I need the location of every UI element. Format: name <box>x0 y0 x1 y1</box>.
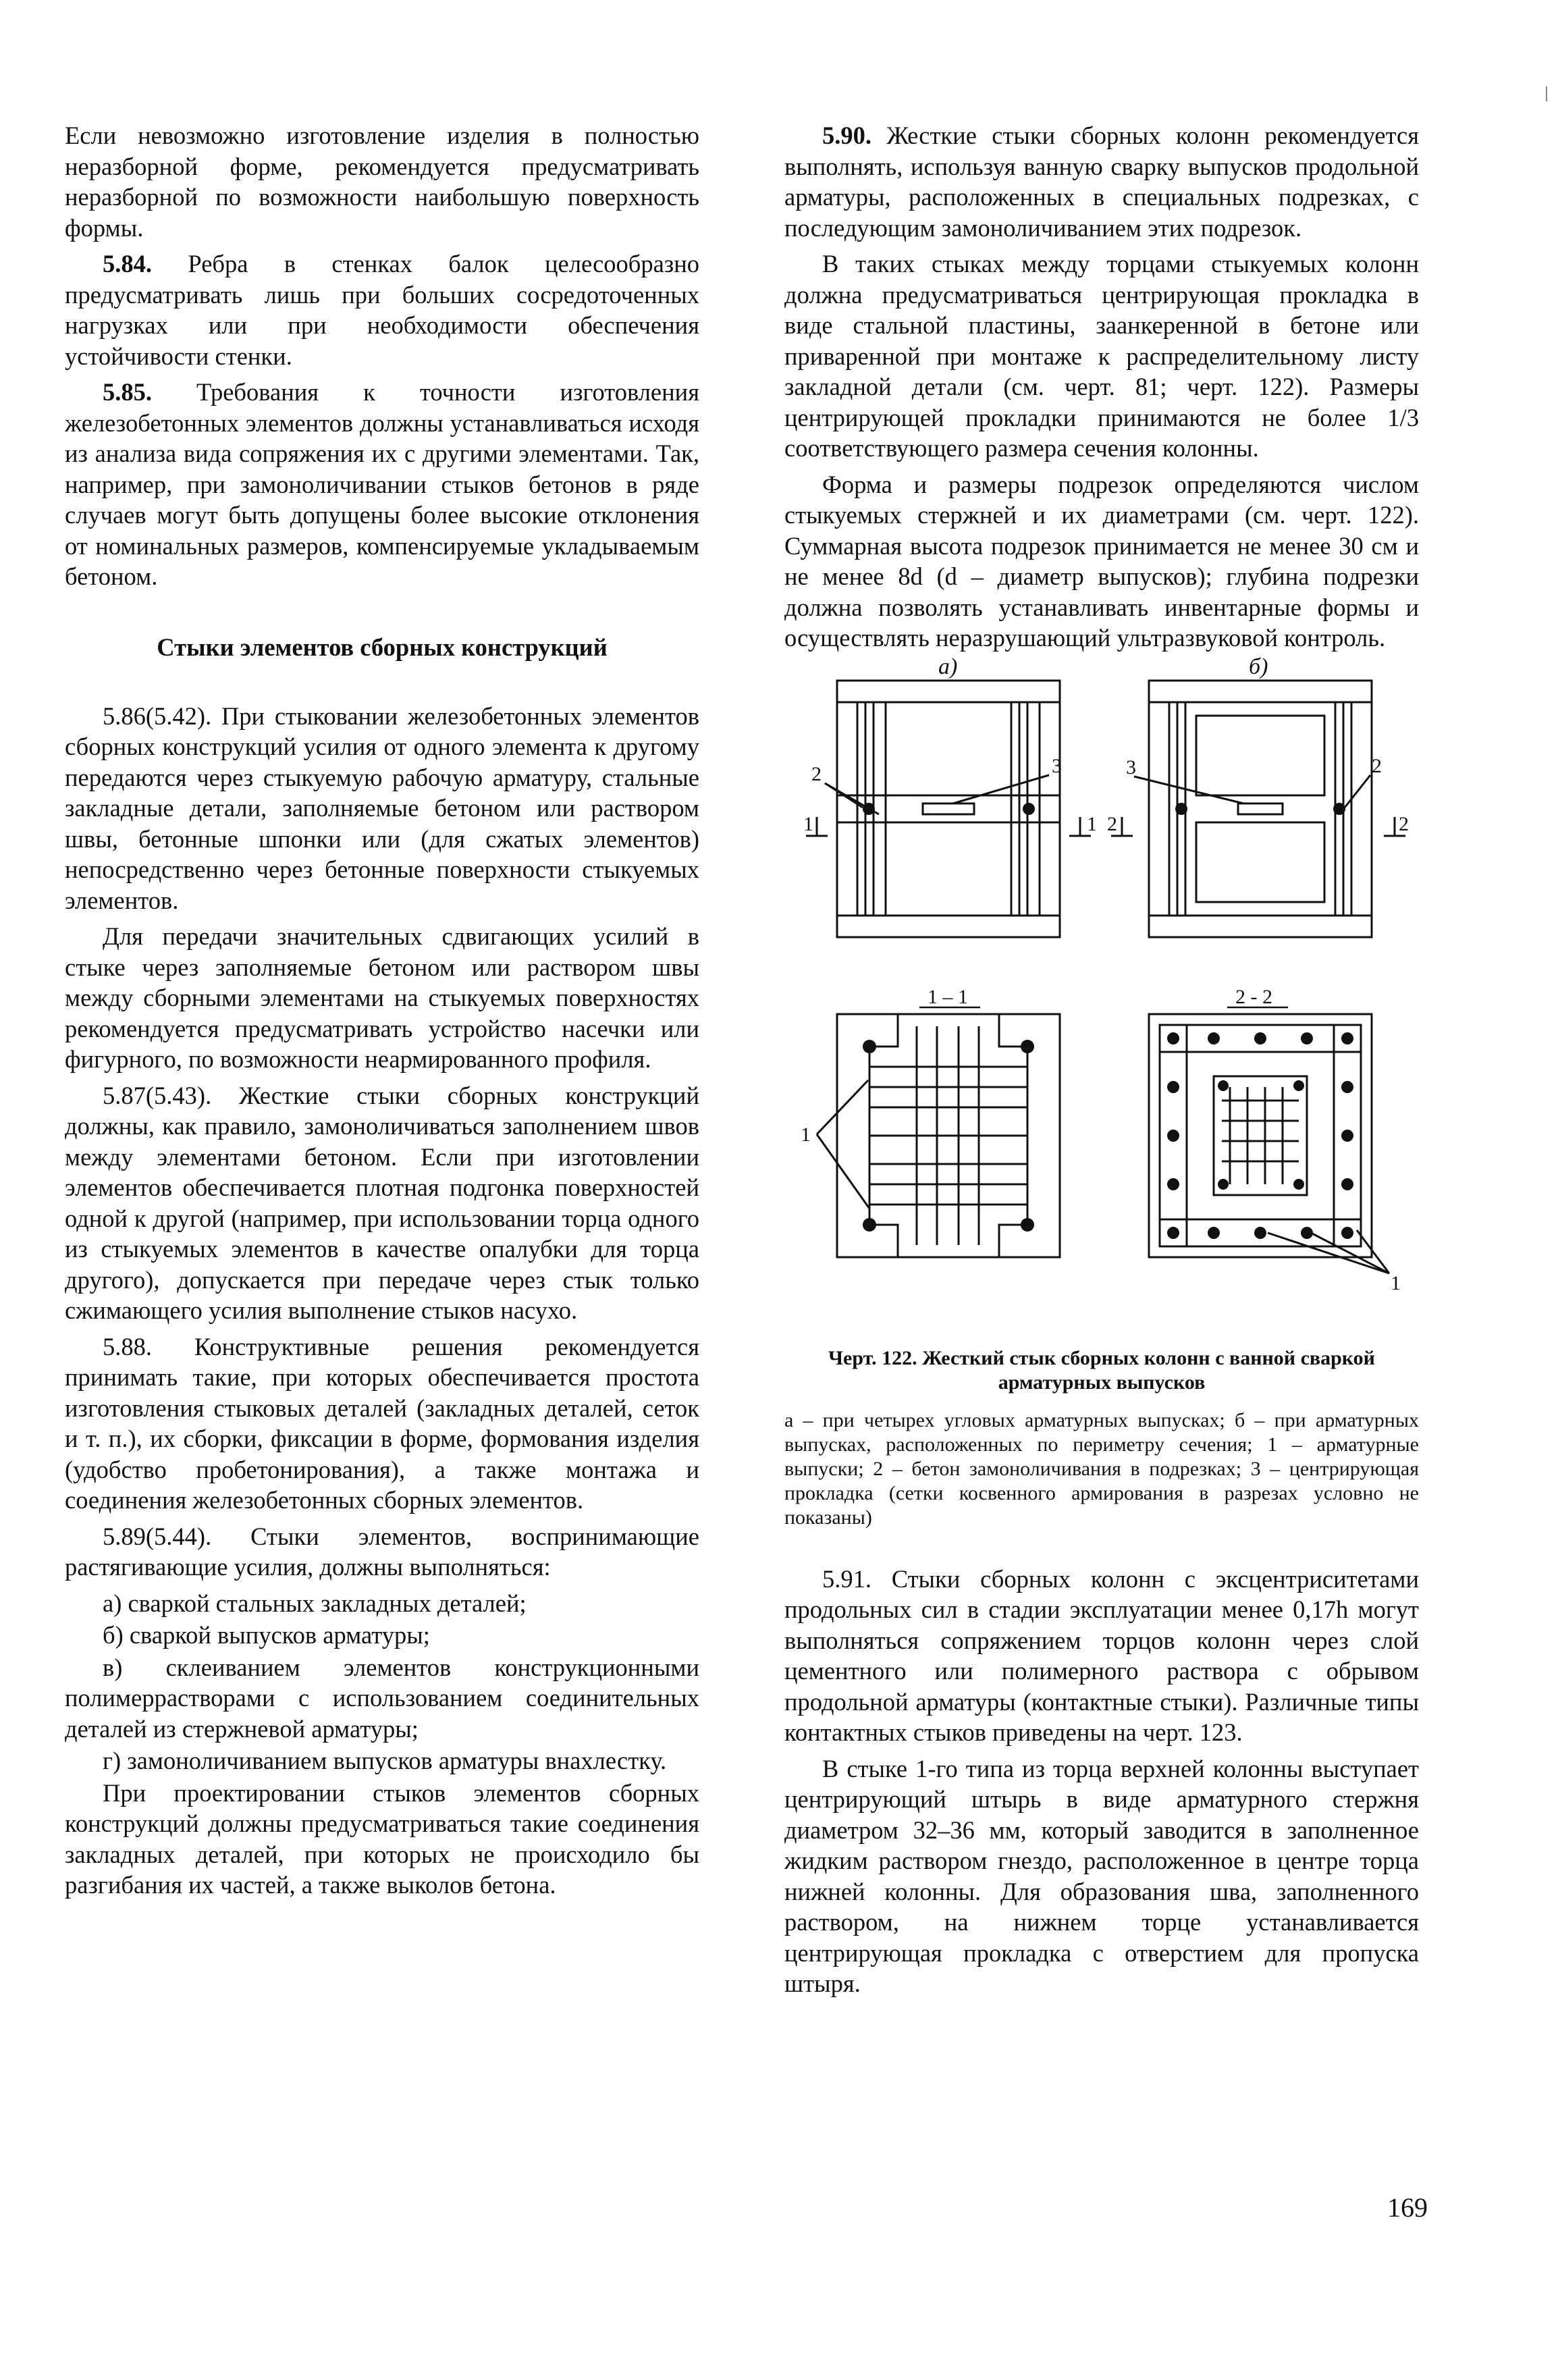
bar-dot <box>1021 1040 1034 1053</box>
bar-dot <box>1254 1032 1266 1044</box>
clause-number: 5.85. <box>103 378 152 406</box>
clause-number: 5.89(5.44) <box>103 1522 206 1550</box>
cut-label-2-left: 2 <box>1107 812 1117 835</box>
paragraph-5-90 <box>784 120 1419 243</box>
figure-caption-body: а – при четырех угловых арматурных выпусках; б – при арматурных выпусках, расположенных по периметру сечения; 1 – арматурные выпуски; 2 – бетон замоноличивания в подрезках; 3 – центрирующая прокладка (сетки косвенного армирования в разрезах условно не показаны) <box>784 1408 1419 1529</box>
cut-label-1-left: 1 <box>803 812 813 835</box>
bar-dot <box>1301 1032 1313 1044</box>
bar-dot <box>1341 1081 1353 1093</box>
clause-number: 5.91. <box>822 1564 871 1593</box>
weld-dot <box>1175 803 1187 815</box>
bar-dot <box>1293 1179 1304 1190</box>
edge-mark <box>1546 86 1547 101</box>
cut-label-1-right: 1 <box>1087 812 1097 835</box>
bar-dot <box>1167 1178 1179 1190</box>
clause-text: . При стыковании железобетонных элементов сборных конструкций усилия от одного элемента к другому передаются через стыкуемую рабочую арматуру, стальные закладные детали, заполняемые бетоном или раствором швы, бетонные шпонки или (для сжатых элементов) непосредственно через бетонные поверхности стыкуемых элементов. <box>65 702 699 914</box>
cut-label-2-right: 2 <box>1399 812 1409 835</box>
callout-1-section-b: 1 <box>1391 1271 1401 1294</box>
cut-markers <box>806 817 1405 836</box>
paragraph-5-91 <box>784 1564 1419 1748</box>
list-item-a: а) сваркой стальных закладных деталей; <box>103 1589 527 1617</box>
weld-dot <box>1333 803 1345 815</box>
callout-1-section: 1 <box>801 1123 811 1146</box>
paragraph-5-85 <box>65 377 699 592</box>
bar-dot <box>1341 1178 1353 1190</box>
clause-text: . Стыки элементов, воспринимающие растягивающие усилия, должны выполняться: <box>65 1522 699 1581</box>
right-column <box>784 120 1419 2005</box>
paragraph-5-86 <box>65 701 699 916</box>
bar-dot <box>1218 1080 1229 1091</box>
paragraph-shear: Для передачи значительных сдвигающих усилий в стыке через заполняемые бетоном или раствором швы между сборными элементами на стыкуемых поверхностях рекомендуется предусматривать устройство насечки или фигурного, по возможности неармированного профиля. <box>65 922 699 1073</box>
clause-text: Жесткие стыки сборных колонн рекомендуется выполнять, используя ванную сварку выпусков продольной арматуры, расположенных в специальных подрезках, с последующим замоноличиванием этих подрезок. <box>784 122 1419 242</box>
clause-number: 5.90. <box>822 122 871 149</box>
bar-dot <box>1021 1218 1034 1232</box>
clause-text: Требования к точности изготовления железобетонных элементов должны устанавливаться исходя из анализа вида сопряжения их с другими элементами. Так, например, при замоноличивании стыков бетонов в ряде случаев могут быть допущены более высокие отклонения от номинальных размеров, компенсируемые укладываемым бетоном. <box>65 378 699 590</box>
clause-text: Конструктивные решения рекомендуется принимать такие, при которых обеспечивается простота изготовления стыковых деталей (закладных деталей, сеток и т. п.), их сборки, фиксации в форме, формования изделия (удобство пробетонирования), а также монтажа и соединения железобетонных сборных элементов. <box>65 1332 699 1514</box>
figure-caption-title: Черт. 122. Жесткий стык сборных колонн с ванной сваркой арматурных выпусков <box>828 1346 1375 1394</box>
bar-dot <box>1167 1032 1179 1044</box>
bar-dot <box>1341 1032 1353 1044</box>
bar-dot <box>1208 1032 1220 1044</box>
bar-dot <box>1167 1227 1179 1239</box>
clause-text: . Жесткие стыки сборных конструкций должны, как правило, замоноличиваться заполнением швов между элементами бетоном. Если при изготовлении элементов обеспечивается плотная подгонка поверхностей одной к другой (например, при использовании торца одного из стыкуемых элементов в качестве опалубки для торца другого), допускается при передаче через стык только сжимающего усилия выполнение стыков насухо. <box>65 1081 699 1324</box>
clause-number: 5.87(5.43) <box>103 1081 206 1109</box>
callout-2-a: 2 <box>811 762 822 785</box>
clause-number: 5.86(5.42) <box>103 702 206 730</box>
label-a: а) <box>938 654 958 679</box>
bar-dot <box>863 1218 876 1232</box>
bar-dot <box>1167 1081 1179 1093</box>
paragraph-embedded-parts: При проектировании стыков элементов сборных конструкций должны предусматриваться такие соединения закладных деталей, при которых не происходило бы разгибания их частей, а также выколов бетона. <box>65 1778 699 1899</box>
figure-122 <box>784 654 1419 1344</box>
section-1-1-label: 1 – 1 <box>928 985 968 1008</box>
callout-3-b: 3 <box>1126 756 1136 778</box>
bar-dot <box>1218 1179 1229 1190</box>
bar-dot <box>1208 1227 1220 1239</box>
page-number: 169 <box>1387 2192 1428 2223</box>
clause-number: 5.88. <box>103 1332 152 1360</box>
weld-dot <box>1023 803 1035 815</box>
bar-dot <box>1167 1130 1179 1142</box>
bar-dot <box>1293 1080 1304 1091</box>
bar-dot <box>1254 1227 1266 1239</box>
bar-dot <box>1301 1227 1313 1239</box>
paragraph-centering-pad: В таких стыках между торцами стыкуемых колонн должна предусматриваться центрирующая прокладка в виде стальной пластины, заанкеренной в бетоне или приваренной при монтаже к распределительному листу закладной детали (см. черт. 81; черт. 122). Размеры центрирующей прокладки принимаются не более 1/3 соответствующего размера сечения колонны. <box>784 250 1419 462</box>
paragraph-5-89 <box>65 1521 699 1583</box>
paragraph-5-87 <box>65 1080 699 1326</box>
bar-dot <box>1341 1130 1353 1142</box>
weld-dot <box>863 803 875 815</box>
paragraph-5-84 <box>65 248 699 371</box>
callout-3-a: 3 <box>1052 754 1062 777</box>
clause-text: Ребра в стенках балок целесообразно предусматривать лишь при больших сосредоточенных нагрузках или при необходимости обеспечения устойчивости стенки. <box>65 250 699 370</box>
paragraph-5-88 <box>65 1331 699 1516</box>
list-item-c: в) склеиванием элементов конструкционными полимеррастворами с использованием соединительных деталей из стержневой арматуры; <box>65 1653 699 1743</box>
bar-dot <box>863 1040 876 1053</box>
paragraph-form-surface: Если невозможно изготовление изделия в полностью неразборной форме, рекомендуется предусматривать неразборной по возможности наибольшую поверхность формы. <box>65 122 699 242</box>
paragraph-cutouts: Форма и размеры подрезок определяются числом стыкуемых стержней и их диаметрами (см. черт. 122). Суммарная высота подрезок принимается не менее 30 см и не менее 8d (d – диаметр выпусков); глубина подрезки должна позволять устанавливать инвентарные формы и осуществлять неразрушающий ультразвуковой контроль. <box>784 470 1419 652</box>
callout-2-b: 2 <box>1372 754 1382 777</box>
list-item-d: г) замоноличиванием выпусков арматуры внахлестку. <box>103 1747 667 1774</box>
section-heading: Стыки элементов сборных конструкций <box>157 633 608 661</box>
paragraph-type-1: В стыке 1-го типа из торца верхней колонны выступает центрирующий штырь в виде арматурного стержня диаметром 32–36 мм, который заводится в заполненное жидким раствором гнездо, расположенное в центре торца нижней колонны. Для образования шва, заполненного раствором, на нижнем торце устанавливается центрирующая прокладка с отверстием для пропуска штыря. <box>784 1754 1419 1997</box>
list-item-b: б) сваркой выпусков арматуры; <box>103 1621 430 1649</box>
bar-dot <box>1341 1227 1353 1239</box>
clause-number: 5.84. <box>103 250 152 277</box>
joint-drawing <box>784 654 1419 1344</box>
section-2-2-label: 2 - 2 <box>1235 985 1272 1008</box>
clause-text: Стыки сборных колонн с эксцентриситетами продольных сил в стадии эксплуатации менее 0,17h могут выполняться сопряжением торцов колонн через слой цементного или полимерного раствора с обрывом продольной арматуры (контактные стыки). Различные типы контактных стыков приведены на черт. 123. <box>784 1564 1419 1746</box>
left-column <box>65 120 699 1906</box>
label-b: б) <box>1249 654 1268 679</box>
